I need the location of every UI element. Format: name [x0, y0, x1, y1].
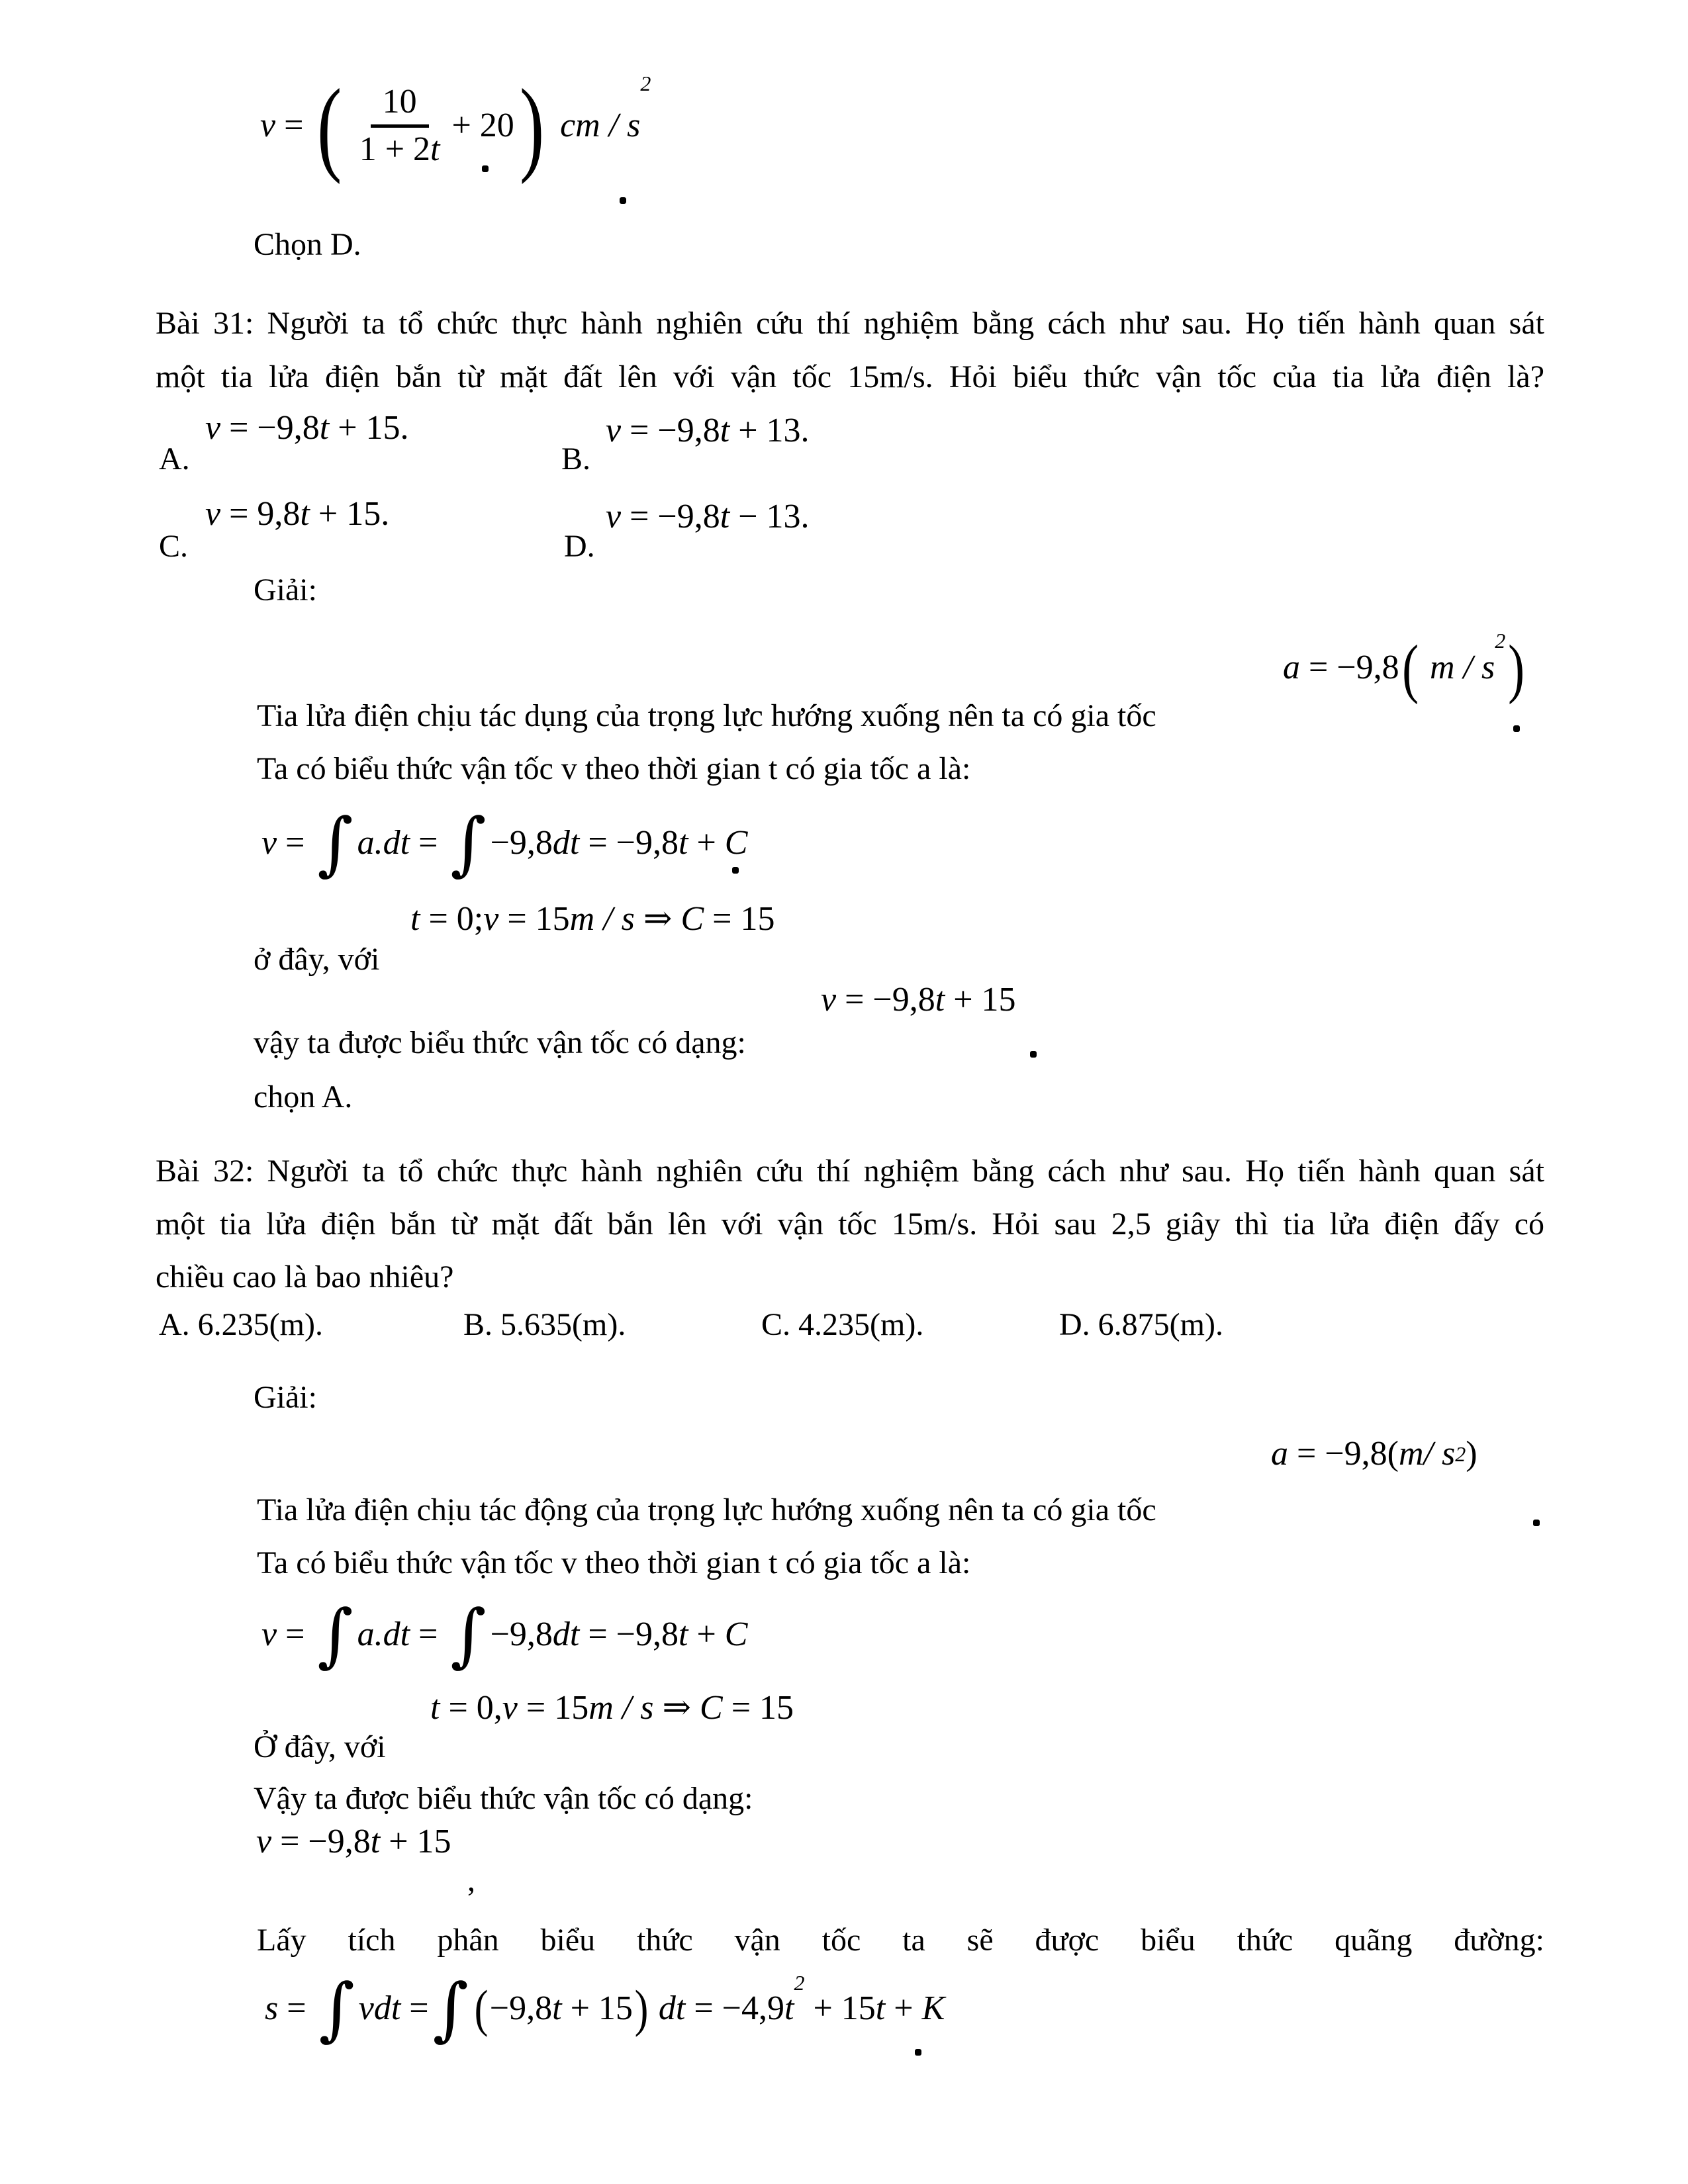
integral-icon: ∫ — [318, 1968, 355, 2049]
answer-chosen-31-prev: Chọn D. — [254, 227, 361, 262]
integral-icon: ∫ — [317, 1594, 353, 1675]
fraction — [353, 83, 447, 168]
unit-exponent: 2 — [640, 71, 651, 95]
solution-32-heading: Giải: — [254, 1380, 317, 1415]
equation-unit: m / s — [1421, 649, 1495, 687]
sentence-period-31c — [1030, 1051, 1037, 1058]
option-d-equation: v = −9,8 t − 13. — [606, 498, 810, 535]
option-a-32: A. 6.235(m). — [159, 1307, 323, 1342]
solution-31-heading: Giải: — [254, 572, 317, 608]
solution-31-o-day: ở đây, với — [254, 942, 380, 977]
solution-32-text-2: Ta có biểu thức vận tốc v theo thời gian t có gia tốc a là: — [257, 1545, 971, 1580]
equation-mid: a.dt = — [357, 1615, 447, 1653]
integral-icon: ∫ — [432, 1968, 469, 2049]
sentence-period-32b — [915, 2049, 921, 2056]
unit-exponent: 2 — [1455, 1442, 1466, 1467]
close-paren: ) — [1508, 631, 1525, 705]
equation-lhs: v = — [261, 1615, 314, 1653]
option-d-label: D. — [564, 529, 595, 564]
option-b-32: B. 5.635(m). — [463, 1307, 626, 1342]
equation-lhs: a = −9,8(m/ s — [1271, 1435, 1456, 1473]
stray-comma: , — [467, 1863, 475, 1898]
sentence-period-31a — [1513, 725, 1520, 732]
equation-unit: cm / s — [560, 106, 641, 144]
solution-32-vay: Vậy ta được biểu thức vận tốc có dạng: — [254, 1781, 753, 1816]
equation-lhs: a = −9,8 — [1283, 649, 1399, 687]
equation-tail: + 20 — [451, 106, 514, 144]
problem-32-line-1: Bài 32: Người ta tổ chức thực hành nghiên cứu thí nghiệm bằng cách như sau. Họ tiến hành quan sát — [156, 1154, 1544, 1189]
solution-32-o-day: Ở đây, với — [254, 1729, 386, 1764]
option-a-equation: v = −9,8 t + 15. — [205, 409, 409, 447]
problem-32-line-3: chiều cao là bao nhiêu? — [156, 1259, 454, 1295]
equation-tail: −9,8dt = −9,8t + C — [490, 1615, 748, 1653]
equation-mid: a.dt = — [357, 823, 447, 862]
open-paren: ( — [474, 1979, 489, 2037]
integral-icon: ∫ — [450, 802, 487, 884]
option-c-equation: v = 9,8 t + 15. — [205, 495, 390, 533]
solution-32-text-1: Tia lửa điện chịu tác động của trọng lực hướng xuống nên ta có gia tốc — [257, 1492, 1156, 1527]
equation-lhs: v = — [260, 106, 312, 144]
t-exponent: 2 — [794, 1971, 805, 1995]
close-paren: ) — [1466, 1435, 1477, 1473]
integral-icon: ∫ — [317, 802, 353, 884]
equation-v-result-31: v = −9,8 t + 15 — [821, 981, 1016, 1019]
equation-inner-period — [482, 165, 489, 172]
equation-acceleration-32 — [1271, 1435, 1477, 1473]
equation-lhs: s = — [265, 1989, 315, 2027]
solution-31-vay: vậy ta được biểu thức vận tốc có dạng: — [254, 1025, 746, 1060]
sentence-period-32a — [1533, 1520, 1540, 1526]
fraction-denominator: 1 + 2t — [359, 130, 440, 168]
equation-inner: −9,8t + 15 — [489, 1989, 633, 2027]
equation-tail: −9,8dt = −9,8t + C — [490, 823, 748, 862]
option-b-equation: v = −9,8 t + 13. — [606, 412, 810, 449]
solution-31-text-2: Ta có biểu thức vận tốc v theo thời gian t có gia tốc a là: — [257, 751, 971, 786]
equation-distance-32 — [265, 1968, 945, 2049]
solution-31-text-1: Tia lửa điện chịu tác dụng của trọng lực hướng xuống nên ta có gia tốc — [257, 698, 1156, 733]
sentence-period-31b — [732, 867, 739, 874]
equation-tail-1: dt = −4,9t — [649, 1989, 794, 2027]
equation-v-integral-31 — [261, 802, 748, 884]
sentence-period-top — [620, 197, 626, 204]
equation-initial-condition-32: t = 0, v = 15 m / s ⇒ C = 15 — [430, 1689, 794, 1727]
option-c-label: C. — [159, 529, 189, 564]
option-b-label: B. — [561, 441, 591, 477]
answer-chosen-31: chọn A. — [254, 1079, 353, 1115]
unit-exponent: 2 — [1495, 629, 1506, 653]
option-c-32: C. 4.235(m). — [761, 1307, 924, 1342]
equation-velocity-top — [260, 67, 651, 185]
option-d-32: D. 6.875(m). — [1059, 1307, 1223, 1342]
equation-initial-condition-31: t = 0; v = 15 m / s ⇒ C = 15 — [410, 900, 775, 938]
problem-31-line-1: Bài 31: Người ta tổ chức thực hành nghiên cứu thí nghiệm bằng cách như sau. Họ tiến hành quan sát — [156, 306, 1544, 341]
close-paren: ) — [634, 1979, 649, 2037]
close-paren: ) — [519, 67, 545, 185]
solution-32-integrate-text: Lấy tích phân biểu thức vận tốc ta sẽ được biểu thức quãng đường: — [257, 1923, 1544, 1958]
equation-tail-2: + 15t + K — [804, 1989, 945, 2027]
option-a-label: A. — [159, 441, 190, 477]
open-paren: ( — [1401, 631, 1419, 705]
fraction-numerator: 10 — [371, 83, 429, 127]
integral-icon: ∫ — [450, 1594, 487, 1675]
equation-acceleration-31 — [1283, 630, 1528, 706]
problem-31-line-2: một tia lửa điện bắn từ mặt đất lên với vận tốc 15m/s. Hỏi biểu thức vận tốc của tia lửa điện là? — [156, 359, 1544, 394]
equation-v-integral-32 — [261, 1594, 748, 1675]
equation-lhs: v = — [261, 823, 314, 862]
problem-32-line-2: một tia lửa điện bắn từ mặt đất bắn lên với vận tốc 15m/s. Hỏi sau 2,5 giây thì tia lửa điện đấy có — [156, 1206, 1544, 1242]
equation-mid: vdt = — [358, 1989, 429, 2027]
open-paren: ( — [317, 67, 342, 185]
equation-v-result-32: v = −9,8 t + 15 — [256, 1823, 451, 1860]
